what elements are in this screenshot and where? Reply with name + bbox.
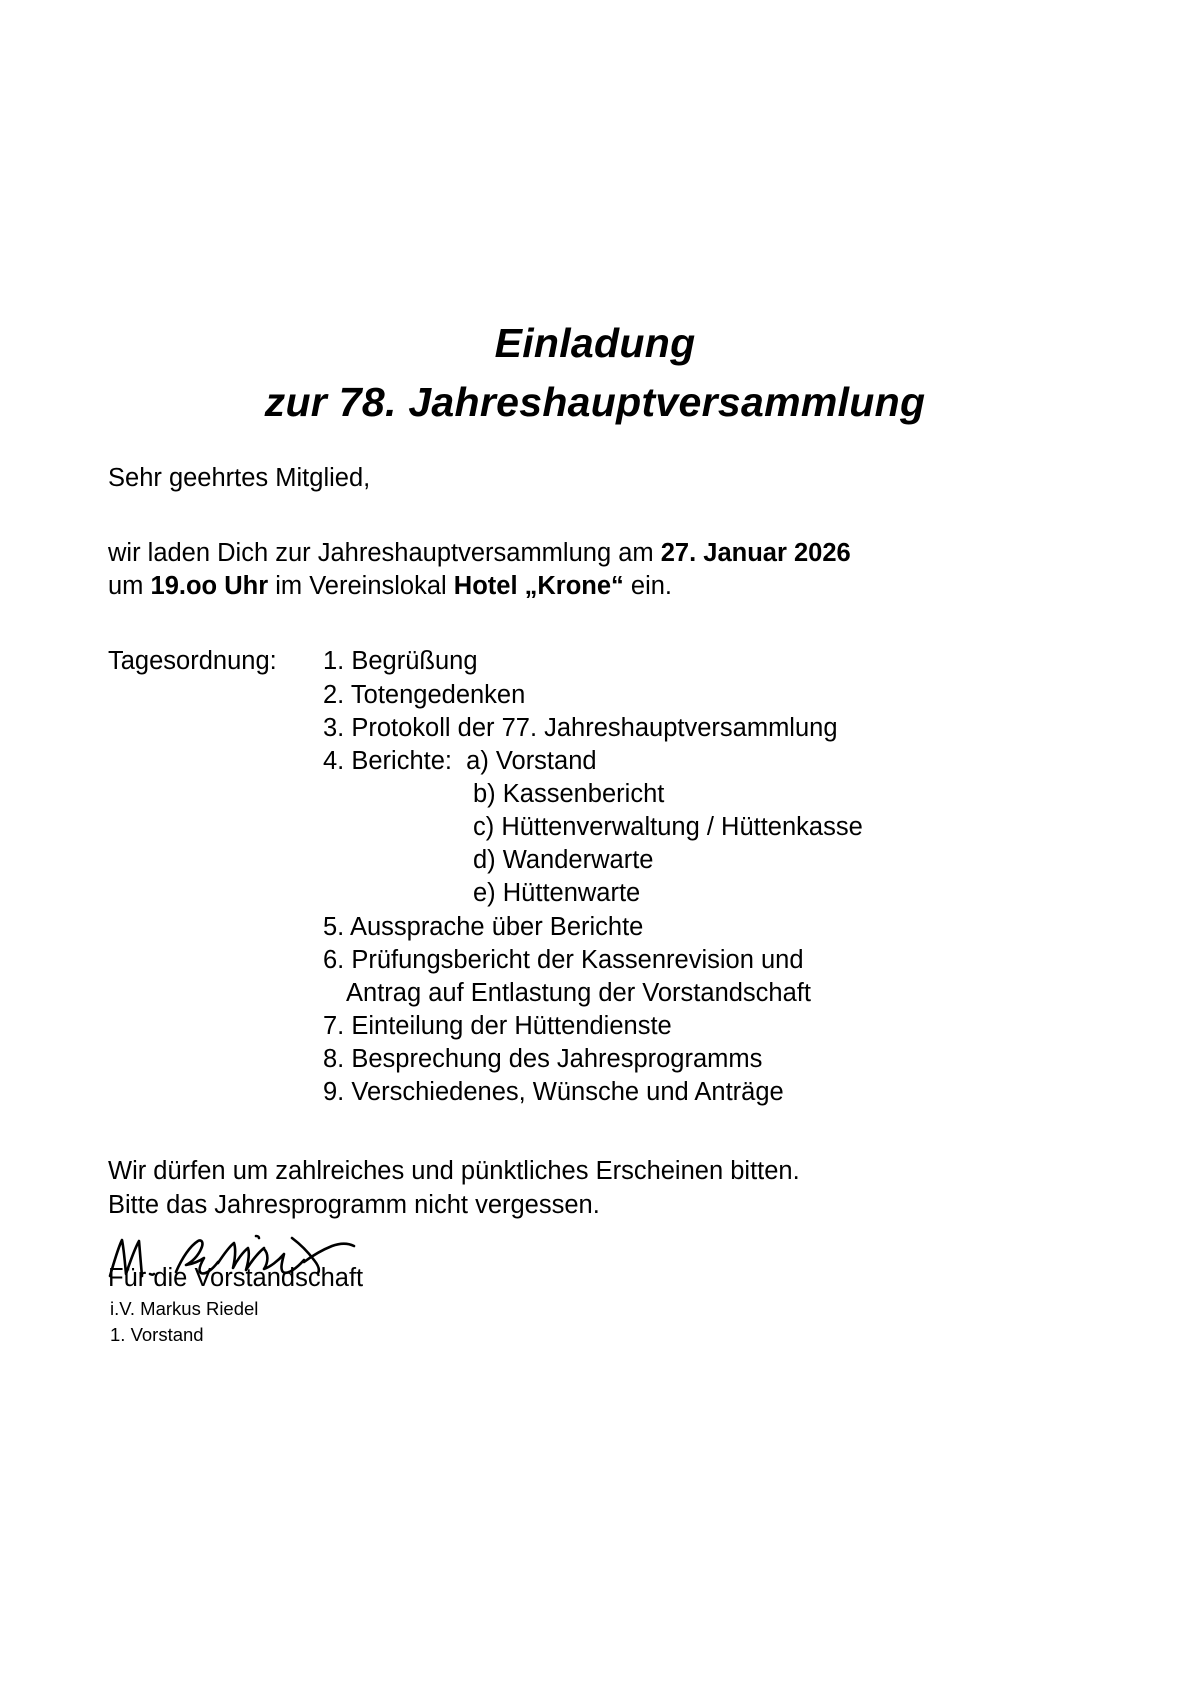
closing-paragraph [108,1155,1108,1221]
agenda-subitem: d) Wanderwarte [473,846,654,875]
invite-venue: Hotel „Krone“ [453,572,624,601]
agenda-subitem: b) Kassenbericht [473,779,665,808]
title-line-2: zur 78. Jahreshauptversammlung [264,379,926,426]
signature-block [110,1296,258,1349]
agenda-item-continuation: Antrag auf Entlastung der Vorstandschaft [346,978,811,1007]
agenda-item: 4. Berichte: a) Vorstand [323,746,597,775]
closing-line-2: Bitte das Jahresprogramm nicht vergessen. [108,1190,600,1219]
invite-line2 [108,570,1108,603]
invite-line1-prefix: wir laden Dich zur Jahreshauptversammlung am [108,539,661,568]
signature-name: i.V. Markus Riedel [110,1298,259,1319]
agenda-subitem: c) Hüttenverwaltung / Hüttenkasse [473,813,863,842]
regards-line: Für die Vorstandschaft [108,1263,364,1292]
invite-line2-suffix: ein. [623,572,673,601]
invitation-paragraph [108,537,1108,603]
salutation: Sehr geehrtes Mitglied, [108,464,371,492]
agenda-item: 5. Aussprache über Berichte [323,912,644,941]
invite-line2-mid: im Vereinslokal [268,572,454,601]
agenda-subitem: e) Hüttenwarte [473,879,641,908]
document-title [0,318,1190,429]
agenda-item: 8. Besprechung des Jahresprogramms [323,1045,763,1074]
closing-line-1: Wir dürfen um zahlreiches und pünktliches Erscheinen bitten. [108,1157,800,1186]
agenda-item: 2. Totengedenken [323,680,526,709]
agenda-section [108,645,1108,1109]
agenda-item: 6. Prüfungsbericht der Kassenrevision und [323,945,804,974]
invite-date: 27. Januar 2026 [660,539,851,568]
agenda-label: Tagesordnung: [108,647,277,676]
invite-time: 19.oo Uhr [150,572,269,601]
signature-role: 1. Vorstand [110,1324,204,1346]
agenda-item: 1. Begrüßung [323,647,478,676]
signature-image [106,1232,366,1294]
document-body [108,462,1108,1295]
title-line-1: Einladung [494,320,696,366]
agenda-item: 7. Einteilung der Hüttendienste [323,1011,672,1040]
agenda-item: 3. Protokoll der 77. Jahreshauptversammlung [323,713,838,742]
agenda-item: 9. Verschiedenes, Wünsche und Anträge [323,1078,784,1107]
agenda-list [323,645,1108,1109]
invite-line2-prefix: um [108,572,151,601]
